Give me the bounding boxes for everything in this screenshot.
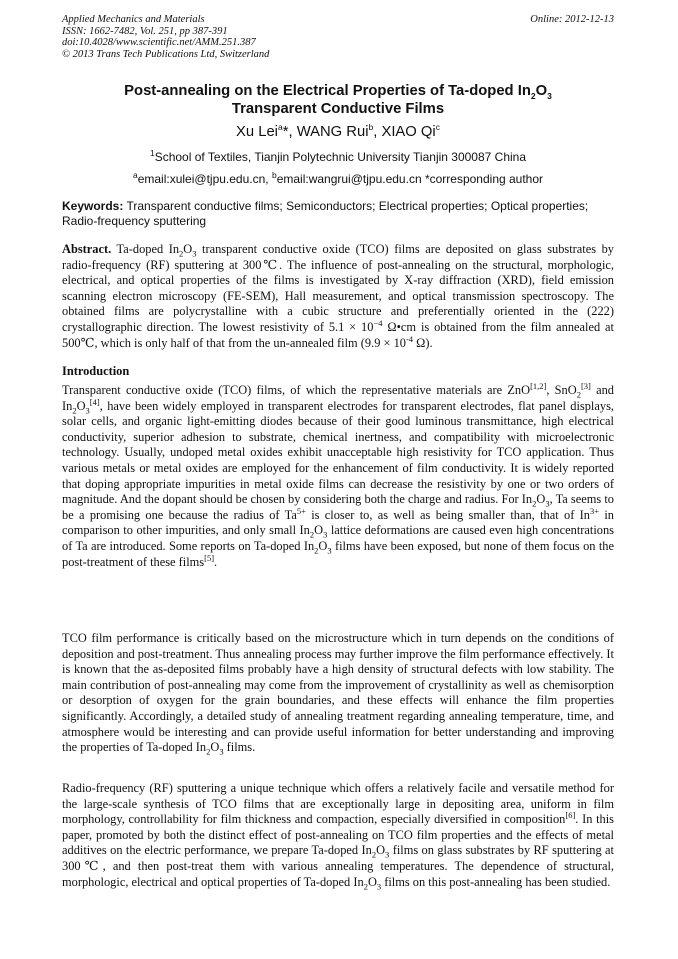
section-heading-introduction: Introduction	[62, 364, 130, 378]
author-emails: $^a$email:xulei@tjpu.edu.cn, $^b$email:wangrui@tjpu.edu.cn *corresponding author	[132, 170, 544, 186]
author-name: XIAO Qi	[381, 124, 436, 140]
paper-title: Post-annealing on the Electrical Properties of Ta-doped $In_2O_3$ Transparent Conductive Films	[124, 83, 552, 117]
abstract-label: Abstract.	[62, 242, 112, 256]
doi-line: doi:10.4028/www.scientific.net/AMM.251.387	[62, 37, 256, 48]
author-name: WANG Rui	[296, 124, 369, 140]
intro-paragraph-1: Transparent conductive oxide (TCO) films, of which the representative materials are ZnO[1,2], SnO$_2$[3] and $In_2O_3[4]$, have been widely employed in transparent electrodes for transparent electrodes, flat panel displays, solar cells, and organic light-emitting diodes because of their good luminous transmittance, high electrical conductivity, superior adhesion to substrate, chemical inertness, and compatibility with microelectronic technology. Usually, undoped metal oxides exhibit unacceptable high resistivity for TCO application. Thus various metals or metal oxides are employed for the enhancement of film conductivity. It is widely reported that doping appropriate impurities in metal oxide films can decrease the resistivity by one or two orders of magnitude. And the dopant should be chosen by considering both the charge and radius. For $In_2O_3$, Ta seems to be a promising one because the radius of $Ta^{5+}$ is closer to, as well as being smaller than, that of $In^{3+}$ in comparison to other impurities, and only small $In_2O_3$ lattice deformations are caused even high concentrations of Ta are introduced. Some reports on Ta-doped $In_2O_3$ films have been exposed, but none of them focus on the post-treatment of these films[5].	[62, 380, 614, 569]
intro-paragraph-2: TCO film performance is critically based on the microstructure which in turn depends on the conditions of deposition and post-treatment. Thus annealing process may further improve the film performance effectively. It is known that the as-deposited films probably have a high density of structural defects with low stability. The main contribution of post-annealing may come from the improvement of crystallinity as well as chemisorption or desorption of oxygen for the grain boundaries, and these effects will enhance the film properties significantly. Accordingly, a detailed study of annealing treatment regarding annealing temperature, time, and atmosphere would be interesting and can provide useful information for better understanding and improving the properties of Ta-doped $In_2O_3$ films.	[62, 631, 614, 757]
keywords: Keywords: Transparent conductive films; Semiconductors; Electrical properties; Optical properties; Radio-frequency sputtering	[62, 199, 589, 228]
email-link[interactable]: email:wangrui@tjpu.edu.cn *corresponding author	[276, 172, 544, 186]
online-date: Online: 2012-12-13	[530, 14, 614, 25]
intro-paragraph-3: Radio-frequency (RF) sputtering a unique technique which offers a relatively facile and versatile method for the large-scale synthesis of TCO films that are exceptionally large in depositing area, uniform in film morphology, controllability for film thickness and compaction, especially diversified in composition[6]. In this paper, promoted by both the distinct effect of post-annealing on TCO film properties and the effects of metal additives on the electric performance, we prepare Ta-doped $In_2O_3$ films on glass substrates by RF sputtering at 300℃, and then post-treat them with various annealing temperatures. The dependence of structural, morphologic, electrical and optical properties of Ta-doped $In_2O_3$ films on this post-annealing has been studied.	[62, 781, 614, 892]
journal-name: Applied Mechanics and Materials	[62, 14, 205, 25]
journal-header	[62, 14, 614, 60]
affiliation: $^1$School of Textiles, Tianjin Polytechnic University Tianjin 300087 China	[149, 148, 527, 164]
keywords-label: Keywords:	[62, 199, 124, 213]
issn-line: ISSN: 1662-7482, Vol. 251, pp 387-391	[62, 25, 228, 37]
author-name: Xu Lei	[236, 124, 278, 140]
copyright-line: © 2013 Trans Tech Publications Ltd, Switzerland	[62, 48, 270, 60]
abstract: Abstract. Ta-doped $In_2O_3$ transparent conductive oxide (TCO) films are deposited on glass substrates by radio-frequency (RF) sputtering at 300℃. The influence of post-annealing on the structural, morphologic, electrical, and optical properties of the films is investigated by X-ray diffraction (XRD), field emission scanning electron microscopy (FE-SEM), Hall measurement, and optical transmission spectroscopy. The obtained films are polycrystalline with a cubic structure and preferentially oriented in the (222) crystallographic direction. The lowest resistivity of $5.1 \times 10^{-4}$ Ω•cm is obtained from the film annealed at 500℃, which is only half of that from the un-annealed film ($9.9 \times 10^{-4}$ Ω).	[62, 242, 614, 350]
email-link[interactable]: email:xulei@tjpu.edu.cn,	[137, 172, 272, 186]
author-list: Xu Lei$^a$*, WANG Rui$^b$, XIAO Qi$^c$	[236, 122, 440, 140]
